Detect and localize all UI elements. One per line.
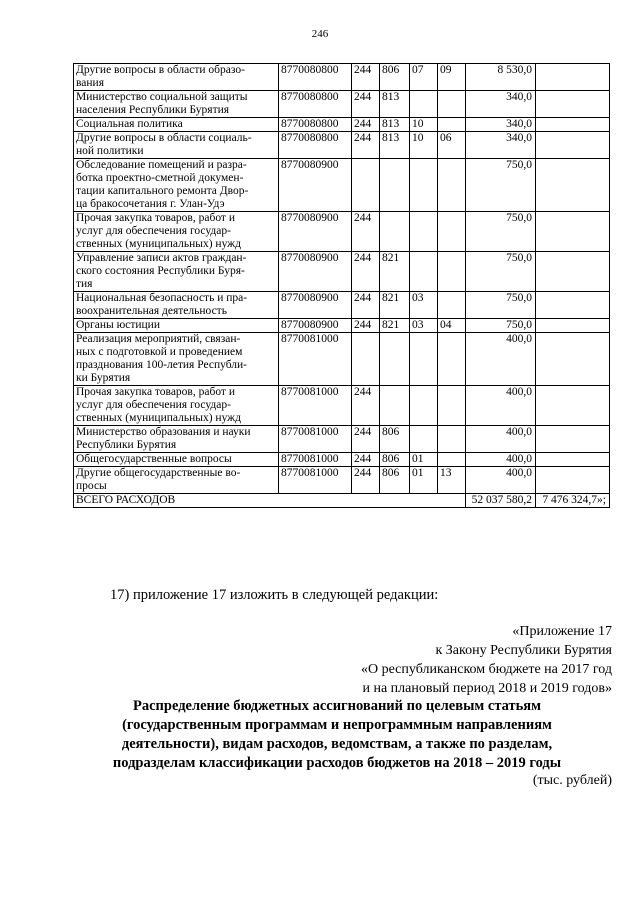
subsection: 13	[438, 467, 466, 494]
department: 821	[380, 292, 410, 319]
subsection	[438, 426, 466, 453]
section	[410, 252, 438, 292]
table-row	[74, 212, 610, 252]
total-label: ВСЕГО РАСХОДОВ	[74, 494, 466, 508]
heading-line: Распределение бюджетных ассигнований по целевым статьям	[132, 698, 542, 714]
total-2018: 52 037 580,2	[466, 494, 536, 508]
subsection: 09	[438, 64, 466, 91]
expense-type: 244	[352, 319, 380, 333]
amount-2018: 400,0	[466, 453, 536, 467]
subsection	[438, 212, 466, 252]
amount-2019	[536, 319, 610, 333]
target-article: 8770081000	[279, 453, 352, 467]
table-row	[74, 252, 610, 292]
department	[380, 159, 410, 212]
subsection	[438, 159, 466, 212]
table-row	[74, 333, 610, 386]
row-name: Министерство образования и науки Республики Бурятия	[74, 426, 279, 453]
subsection	[438, 333, 466, 386]
target-article: 8770080800	[279, 118, 352, 132]
row-name: Министерство социальной защиты населения Республики Бурятия	[74, 91, 279, 118]
subsection: 06	[438, 132, 466, 159]
heading-line: подразделам классификации расходов бюджетов на 2018 – 2019 годы	[112, 755, 562, 771]
table-row	[74, 91, 610, 118]
budget-table-body	[74, 64, 610, 508]
amount-2019	[536, 292, 610, 319]
table-row	[74, 132, 610, 159]
section	[410, 212, 438, 252]
department	[380, 386, 410, 426]
appendix-line: и на плановый период 2018 и 2019 годов»	[362, 681, 612, 696]
amount-2019	[536, 386, 610, 426]
appendix-line: к Закону Республики Бурятия	[435, 643, 612, 658]
subsection: 04	[438, 319, 466, 333]
row-name: Управление записи актов граждан- ского состояния Республики Буря- тия	[74, 252, 279, 292]
department: 813	[380, 91, 410, 118]
section: 03	[410, 292, 438, 319]
target-article: 8770080900	[279, 212, 352, 252]
amount-2019	[536, 64, 610, 91]
amount-2019	[536, 426, 610, 453]
row-name: Социальная политика	[74, 118, 279, 132]
expense-type: 244	[352, 118, 380, 132]
table-row	[74, 467, 610, 494]
expense-type: 244	[352, 467, 380, 494]
target-article: 8770080900	[279, 292, 352, 319]
department: 806	[380, 426, 410, 453]
row-name: Другие вопросы в области образо- вания	[74, 64, 279, 91]
target-article: 8770081000	[279, 386, 352, 426]
subsection	[438, 453, 466, 467]
amount-2018: 400,0	[466, 333, 536, 386]
amount-2018: 750,0	[466, 252, 536, 292]
section	[410, 333, 438, 386]
expense-type	[352, 333, 380, 386]
total-2019: 7 476 324,7»;	[536, 494, 610, 508]
units-label: (тыс. рублей)	[532, 773, 612, 788]
expense-type: 244	[352, 212, 380, 252]
appendix-line: «О республиканском бюджете на 2017 год	[361, 662, 612, 677]
target-article: 8770080900	[279, 252, 352, 292]
target-article: 8770081000	[279, 333, 352, 386]
section: 10	[410, 118, 438, 132]
amount-2019	[536, 453, 610, 467]
amount-2018: 340,0	[466, 91, 536, 118]
amount-2018: 400,0	[466, 426, 536, 453]
table-row	[74, 426, 610, 453]
amount-2019	[536, 333, 610, 386]
appendix-reference	[361, 622, 612, 698]
amount-2019	[536, 132, 610, 159]
section-heading	[96, 697, 578, 773]
row-name: Другие вопросы в области социаль- ной политики	[74, 132, 279, 159]
section	[410, 91, 438, 118]
section	[410, 159, 438, 212]
row-name: Другие общегосударственные во- просы	[74, 467, 279, 494]
expense-type: 244	[352, 64, 380, 91]
row-name: Реализация мероприятий, связан- ных с подготовкой и проведением празднования 100-летия Республи- ки Бурятия	[74, 333, 279, 386]
table-row	[74, 453, 610, 467]
department: 821	[380, 319, 410, 333]
page-number: 246	[311, 28, 329, 40]
table-row	[74, 386, 610, 426]
department: 806	[380, 64, 410, 91]
expense-type: 244	[352, 386, 380, 426]
amount-2018: 8 530,0	[466, 64, 536, 91]
section: 10	[410, 132, 438, 159]
amount-2019	[536, 118, 610, 132]
row-name: Прочая закупка товаров, работ и услуг для обеспечения государ- ственных (муниципальных) нужд	[74, 386, 279, 426]
expense-type	[352, 159, 380, 212]
department: 806	[380, 453, 410, 467]
amount-2018: 340,0	[466, 118, 536, 132]
row-name: Органы юстиции	[74, 319, 279, 333]
department	[380, 333, 410, 386]
department	[380, 212, 410, 252]
subsection	[438, 386, 466, 426]
section: 01	[410, 453, 438, 467]
budget-table	[73, 63, 610, 508]
amount-2018: 400,0	[466, 386, 536, 426]
amount-2019	[536, 212, 610, 252]
amount-2018: 750,0	[466, 292, 536, 319]
row-name: Обследование помещений и разра- ботка проектно-сметной докумен- тации капитального ремонта Двор- ца бракосочетания г. Улан-Удэ	[74, 159, 279, 212]
expense-type: 244	[352, 292, 380, 319]
target-article: 8770080800	[279, 132, 352, 159]
section: 03	[410, 319, 438, 333]
amount-2019	[536, 467, 610, 494]
amount-2019	[536, 159, 610, 212]
point-17: 17) приложение 17 изложить в следующей редакции:	[110, 587, 439, 603]
expense-type: 244	[352, 132, 380, 159]
expense-type: 244	[352, 91, 380, 118]
section: 01	[410, 467, 438, 494]
section	[410, 426, 438, 453]
target-article: 8770080900	[279, 159, 352, 212]
expense-type: 244	[352, 252, 380, 292]
subsection	[438, 252, 466, 292]
amount-2018: 400,0	[466, 467, 536, 494]
total-row	[74, 494, 610, 508]
heading-line: (государственным программам и непрограммным направлениям	[122, 717, 552, 733]
department: 813	[380, 118, 410, 132]
appendix-line: «Приложение 17	[512, 624, 612, 639]
subsection	[438, 91, 466, 118]
expense-type: 244	[352, 453, 380, 467]
table-row	[74, 292, 610, 319]
subsection	[438, 118, 466, 132]
department: 806	[380, 467, 410, 494]
table-row	[74, 118, 610, 132]
heading-line: деятельности), видам расходов, ведомствам, а также по разделам,	[121, 736, 553, 752]
target-article: 8770080800	[279, 91, 352, 118]
row-name: Общегосударственные вопросы	[74, 453, 279, 467]
expense-type: 244	[352, 426, 380, 453]
amount-2019	[536, 252, 610, 292]
target-article: 8770080800	[279, 64, 352, 91]
row-name: Прочая закупка товаров, работ и услуг для обеспечения государ- ственных (муниципальных) нужд	[74, 212, 279, 252]
table-row	[74, 64, 610, 91]
department: 813	[380, 132, 410, 159]
row-name: Национальная безопасность и пра- воохранительная деятельность	[74, 292, 279, 319]
amount-2018: 340,0	[466, 132, 536, 159]
subsection	[438, 292, 466, 319]
section: 07	[410, 64, 438, 91]
section	[410, 386, 438, 426]
amount-2019	[536, 91, 610, 118]
amount-2018: 750,0	[466, 212, 536, 252]
target-article: 8770081000	[279, 467, 352, 494]
amount-2018: 750,0	[466, 159, 536, 212]
table-row	[74, 159, 610, 212]
target-article: 8770081000	[279, 426, 352, 453]
target-article: 8770080900	[279, 319, 352, 333]
department: 821	[380, 252, 410, 292]
amount-2018: 750,0	[466, 319, 536, 333]
table-row	[74, 319, 610, 333]
